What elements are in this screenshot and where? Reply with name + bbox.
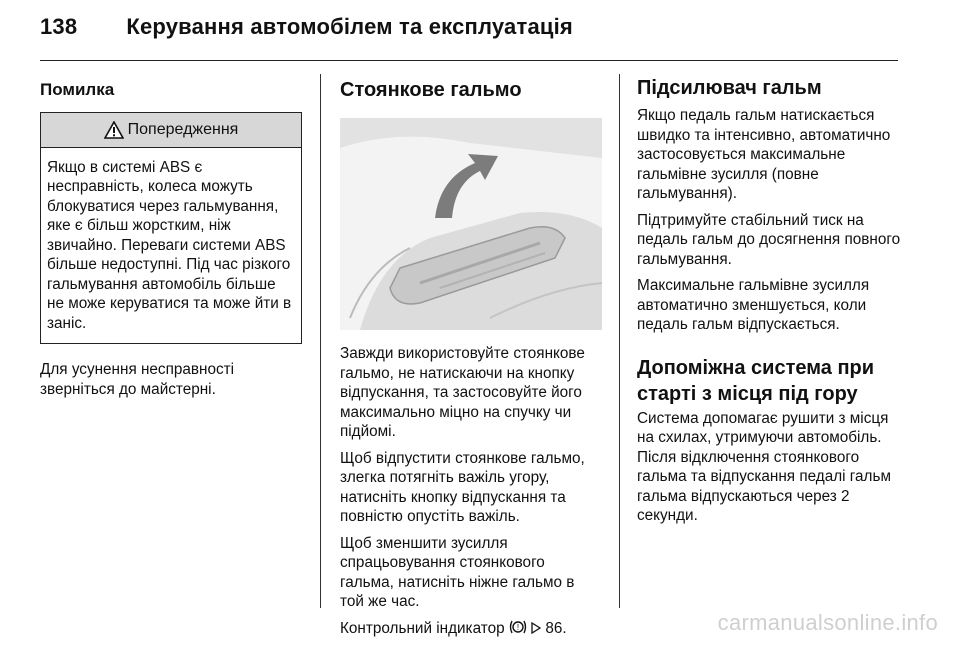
column-2 (340, 72, 602, 645)
warning-triangle-icon (104, 121, 124, 139)
page-number: 138 (40, 14, 78, 39)
warning-header (41, 113, 301, 148)
parking-brake-illustration (340, 118, 602, 330)
section-heading-parking-brake: Стоянкове гальмо (340, 79, 522, 101)
section-heading-hill-start: Допоміжна система при старті з місця під гору (637, 356, 875, 405)
brake-indicator-icon (509, 619, 527, 635)
parking-brake-p4 (340, 619, 602, 639)
indicator-page-ref: 86. (545, 619, 567, 637)
column-1 (40, 72, 302, 406)
brake-booster-p1: Якщо педаль гальм натискається швидко та інтенсивно, автоматично застосовується максимальне гальмівне зусилля (повне гальмування). (637, 107, 891, 202)
page-reference-icon (531, 622, 541, 634)
parking-brake-p2: Щоб відпустити стоянкове гальмо, злегка потягніть важіль угору, натисніть кнопку відпускання та повністю опустіть важіль. (340, 449, 585, 525)
parking-brake-lever-drawing (340, 118, 602, 330)
indicator-text: Контрольний індикатор (340, 619, 505, 637)
warning-box (40, 112, 302, 345)
warning-text: Якщо в системі ABS є несправність, колеса можуть блокуватися через гальмування, яке є більш жорстким, ніж звичайно. Переваги системи ABS більше недоступні. Під час різкого гальмування автомобіль більше не може керуватися та може йти в заніс. (47, 158, 292, 332)
column-divider-1 (320, 74, 321, 608)
svg-text:!: ! (516, 622, 519, 632)
watermark: carmanualsonline.info (717, 610, 938, 635)
page-header (40, 14, 573, 40)
section-heading-fault: Помилка (40, 80, 115, 99)
header-rule (40, 60, 898, 61)
parking-brake-p1: Завжди використовуйте стоянкове гальмо, не натискаючи на кнопку відпускання, та застосовуйте його максимально міцно на спучку чи підйомі. (340, 345, 585, 440)
brake-booster-p3: Максимальне гальмівне зусилля автоматично зменшується, коли педаль гальм відпускається. (637, 277, 870, 333)
column-divider-2 (619, 74, 620, 608)
warning-title: Попередження (127, 120, 239, 138)
parking-brake-p3: Щоб зменшити зусилля спрацьовування стоянкового гальма, натисніть ніжне гальмо в той же час. (340, 534, 575, 610)
column-3 (637, 72, 902, 533)
fault-paragraph: Для усунення несправності зверніться до майстерні. (40, 361, 235, 398)
hill-start-p1: Система допомагає рушити з місця на схилах, утримуючи автомобіль. Після відключення стоянкового гальма та відпускання педалі гальм гальма відпускаються через 2 секунди. (637, 409, 891, 524)
section-heading-brake-booster: Підсилювач гальм (637, 77, 822, 99)
brake-booster-p2: Підтримуйте стабільний тиск на педаль гальм до досягнення повного гальмування. (637, 211, 901, 268)
page-title: Керування автомобілем та експлуатація (126, 14, 573, 39)
